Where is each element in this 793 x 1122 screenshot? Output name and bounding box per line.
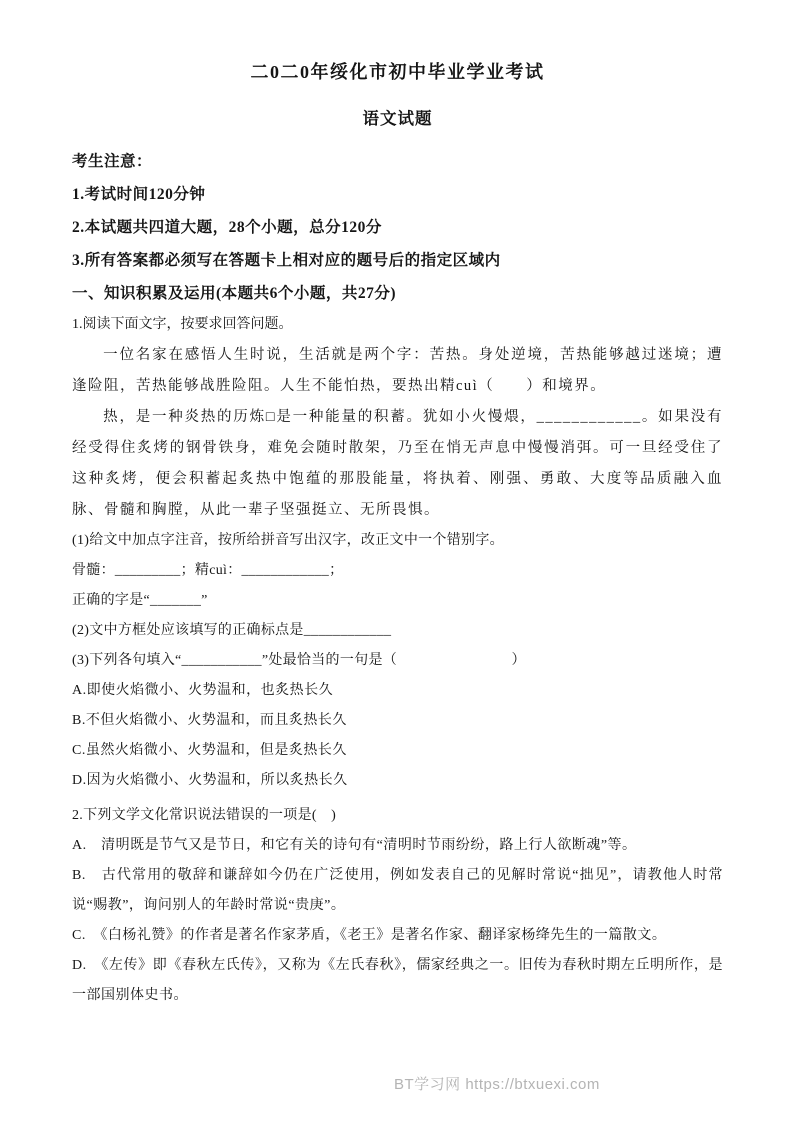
watermark-text: BT学习网 https://btxuexi.com (394, 1076, 600, 1093)
q1-passage (72, 340, 723, 526)
q1-sub1-blanks: 骨髓：_________；精cuì：____________； (72, 563, 344, 578)
q2-option-b: B. 古代常用的敬辞和谦辞如今仍在广泛使用，例如发表自己的见解时常说“拙见”，请教他人时常说“赐教”，询问别人的年龄时常说“贵庚”。 (72, 868, 723, 913)
q2-option-d: D. 《左传》即《春秋左氏传》，又称为《左氏春秋》，儒家经典之一。旧传为春秋时期左丘明所作，是一部国别体史书。 (72, 958, 723, 1003)
q2-stem: 2.下列文学文化常识说法错误的一项是( ) (72, 808, 337, 823)
q2-option-c: C. 《白杨礼赞》的作者是著名作家茅盾，《老王》是著名作家、翻译家杨绛先生的一篇散文。 (72, 928, 667, 943)
q1-option-c: C.虽然火焰微小、火势温和，但是炙热长久 (72, 743, 347, 758)
exam-subtitle: 语文试题 (362, 109, 433, 128)
q1-sub3-prompt: (3)下列各句填入“___________”处最恰当的一句是（ ） (72, 653, 526, 668)
q1-option-a: A.即使火焰微小、火势温和，也炙热长久 (72, 683, 334, 698)
q1-passage-paragraph-1: 一位名家在感悟人生时说，生活就是两个字：苦热。身处逆境，苦热能够越过迷境；遭逢险阻，苦热能够战胜险阻。人生不能怕热，要热出精cuì（ ）和境界。 (72, 347, 723, 394)
notice-item-3: 3.所有答案都必须写在答题卡上相对应的题号后的指定区域内 (72, 252, 501, 269)
exam-title: 二0二0年绥化市初中毕业学业考试 (250, 62, 545, 82)
q1-passage-paragraph-2: 热，是一种炎热的历炼□是一种能量的积蓄。犹如小火慢煨，____________。如果没有经受得住炙烤的钢骨铁身，难免会随时散架，乃至在悄无声息中慢慢消弭。可一旦经受住了这种炙烤，便会积蓄起炙热中饱蕴的那股能量，将执着、刚强、勇敢、大度等品质融入血脉、骨髓和胸膛，从此一辈子坚强挺立、无所畏惧。 (72, 409, 723, 518)
notice-item-2: 2.本试题共四道大题，28个小题，总分120分 (72, 219, 382, 236)
q2-option-a: A. 清明既是节气又是节日，和它有关的诗句有“清明时节雨纷纷，路上行人欲断魂”等。 (72, 838, 637, 853)
notice-header: 考生注意： (72, 153, 153, 170)
watermark (394, 1073, 600, 1094)
q1-sub2-prompt: (2)文中方框处应该填写的正确标点是____________ (72, 623, 392, 638)
q1-sub1-correct-char: 正确的字是“_______” (72, 593, 208, 608)
q1-stem: 1.阅读下面文字，按要求回答问题。 (72, 317, 293, 332)
notice-item-1: 1.考试时间120分钟 (72, 186, 206, 203)
q1-option-b: B.不但火焰微小、火势温和，而且炙热长久 (72, 713, 347, 728)
q1-sub1-prompt: (1)给文中加点字注音，按所给拼音写出汉字，改正文中一个错别字。 (72, 533, 504, 548)
q1-option-d: D.因为火焰微小、火势温和，所以炙热长久 (72, 773, 348, 788)
section-1-header: 一、知识积累及运用(本题共6个小题，共27分) (72, 285, 397, 302)
